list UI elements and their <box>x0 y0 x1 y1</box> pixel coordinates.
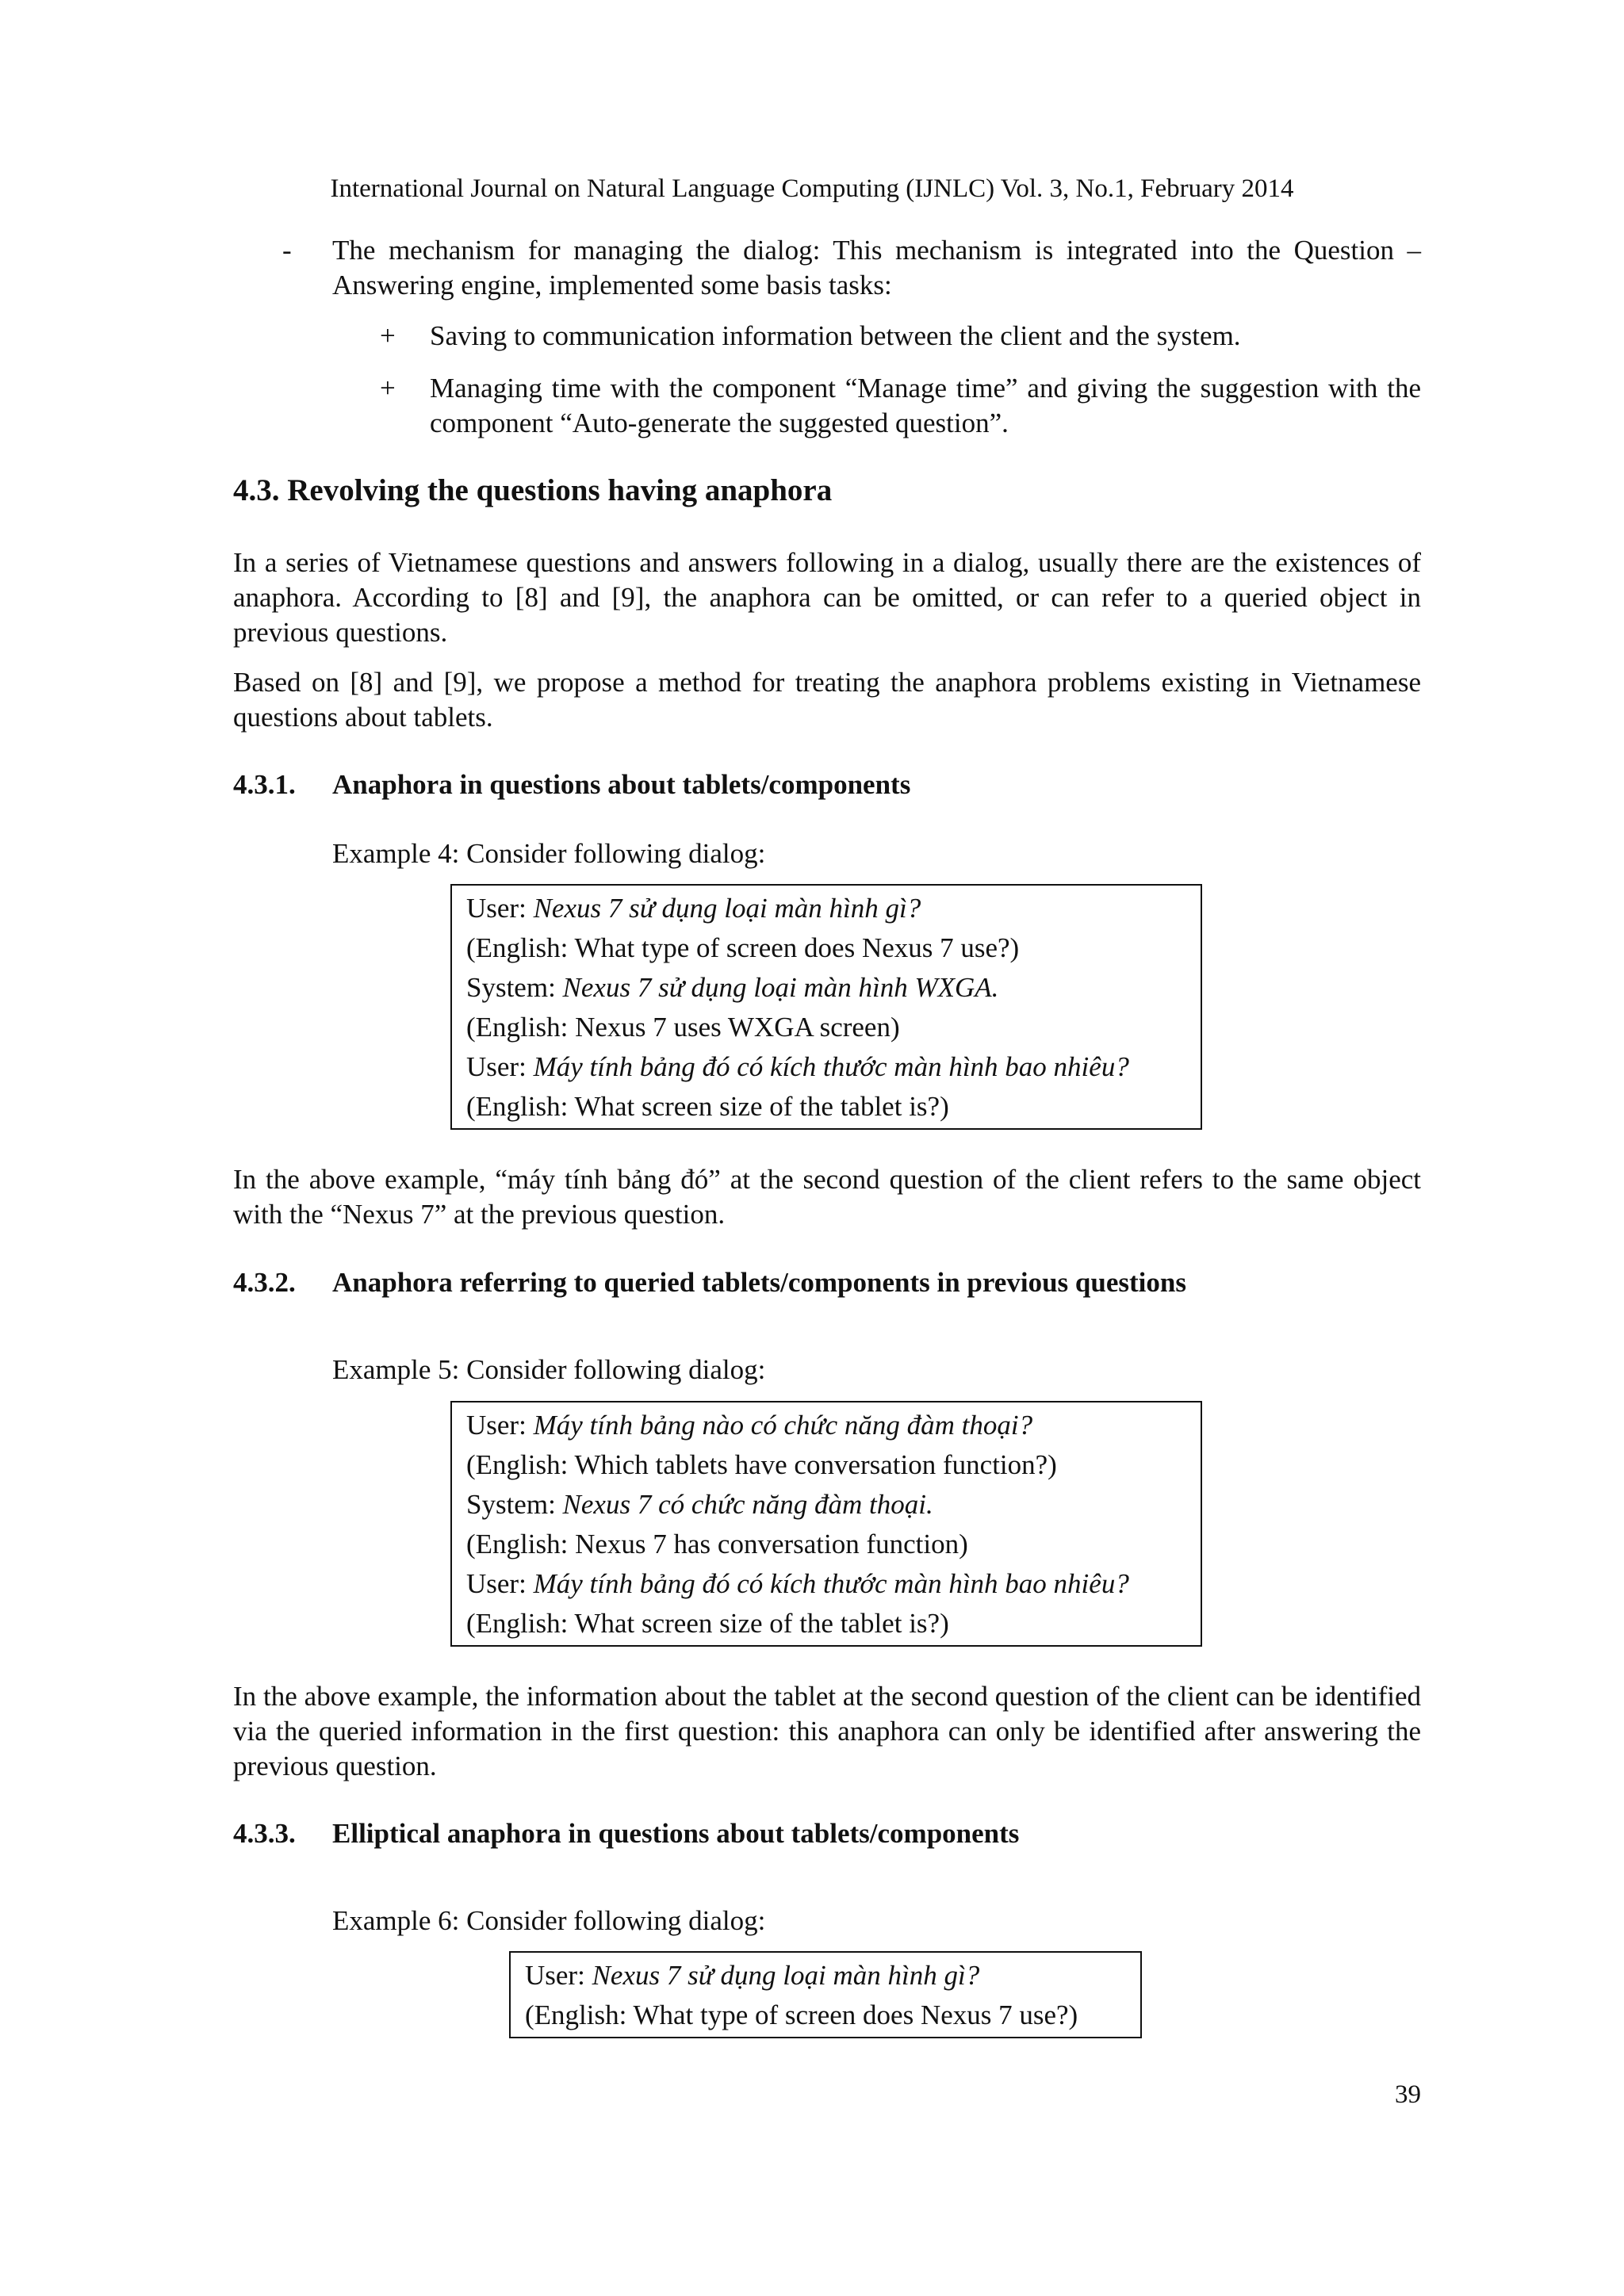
dialog-line <box>466 1485 1186 1525</box>
dialog-box <box>450 884 1202 1130</box>
dialog-line <box>466 1087 1186 1127</box>
subsection-heading <box>233 1265 1186 1300</box>
dialog-text: (English: Nexus 7 uses WXGA screen) <box>466 1012 900 1043</box>
running-header: International Journal on Natural Language Computing (IJNLC) Vol. 3, No.1, February 2014 <box>330 174 1294 203</box>
subsection-title: Anaphora referring to queried tablets/components in previous questions <box>332 1267 1186 1298</box>
dialog-text: Máy tính bảng đó có kích thước màn hình bao nhiêu? <box>533 1051 1129 1082</box>
section-paragraph: In a series of Vietnamese questions and answers following in a dialog, usually there are the existences of anaphora. According to [8] and [9], the anaphora can be omitted, or can refer to a queried object in previous questions. <box>233 547 1421 648</box>
dialog-line <box>466 1047 1186 1087</box>
example-label: Example 6: Consider following dialog: <box>332 1905 766 1936</box>
dialog-speaker: User: <box>466 1568 534 1599</box>
dialog-text: (English: Which tablets have conversation function?) <box>466 1449 1057 1480</box>
dialog-line <box>466 968 1186 1008</box>
dialog-text: Nexus 7 sử dụng loại màn hình gì? <box>533 893 921 924</box>
dialog-line <box>466 1406 1186 1445</box>
dialog-line <box>466 928 1186 968</box>
dialog-text: Nexus 7 có chức năng đàm thoại. <box>562 1489 933 1520</box>
dialog-text: Máy tính bảng đó có kích thước màn hình bao nhiêu? <box>533 1568 1129 1599</box>
bullet-text: The mechanism for managing the dialog: This mechanism is integrated into the Question – Answering engine, implemented some basis tasks: <box>332 235 1421 300</box>
dialog-text: (English: What screen size of the tablet is?) <box>466 1608 949 1639</box>
dialog-line <box>525 1956 1126 1996</box>
subsection-heading <box>233 1816 1019 1851</box>
dialog-speaker: User: <box>525 1960 592 1991</box>
section-paragraph: In the above example, “máy tính bảng đó” at the second question of the client refers to the same object with the “Nexus 7” at the previous question. <box>233 1164 1421 1230</box>
subsection-number: 4.3.3. <box>233 1818 296 1849</box>
dialog-text: (English: What type of screen does Nexus 7 use?) <box>525 1999 1078 2030</box>
dialog-speaker: User: <box>466 1410 534 1441</box>
dialog-box <box>509 1951 1142 2038</box>
subsection-number: 4.3.1. <box>233 769 296 800</box>
dialog-line <box>466 1604 1186 1644</box>
page-number: 39 <box>1395 2080 1421 2109</box>
dialog-line <box>466 1008 1186 1047</box>
dialog-speaker: System: <box>466 1489 563 1520</box>
dialog-text: (English: What screen size of the tablet is?) <box>466 1091 949 1122</box>
sub-bullet-marker: + <box>380 373 396 404</box>
sub-bullet-text: Managing time with the component “Manage time” and giving the suggestion with the component “Auto-generate the suggested question”. <box>430 373 1421 438</box>
dialog-text: Máy tính bảng nào có chức năng đàm thoại? <box>533 1410 1033 1441</box>
example-label: Example 5: Consider following dialog: <box>332 1354 766 1385</box>
dialog-line <box>466 1564 1186 1604</box>
dialog-text: (English: Nexus 7 has conversation function) <box>466 1529 968 1559</box>
sub-bullet-text: Saving to communication information between the client and the system. <box>430 320 1241 351</box>
dialog-line <box>466 1525 1186 1564</box>
example-label: Example 4: Consider following dialog: <box>332 838 766 869</box>
subsection-heading <box>233 767 910 802</box>
section-paragraph: In the above example, the information about the tablet at the second question of the client can be identified via the queried information in the first question: this anaphora can only be identified after answering the previous question. <box>233 1681 1421 1781</box>
dialog-line <box>525 1996 1126 2035</box>
subsection-title: Elliptical anaphora in questions about tablets/components <box>332 1818 1020 1849</box>
dialog-text: Nexus 7 sử dụng loại màn hình WXGA. <box>562 972 999 1003</box>
section-heading: 4.3. Revolving the questions having anaphora <box>233 473 833 507</box>
dialog-line <box>466 1445 1186 1485</box>
dialog-speaker: User: <box>466 1051 534 1082</box>
sub-bullet-marker: + <box>380 320 396 351</box>
subsection-title: Anaphora in questions about tablets/components <box>332 769 911 800</box>
dialog-text: Nexus 7 sử dụng loại màn hình gì? <box>592 1960 980 1991</box>
section-paragraph: Based on [8] and [9], we propose a method for treating the anaphora problems existing in Vietnamese questions about tablets. <box>233 667 1421 733</box>
dialog-text: (English: What type of screen does Nexus 7 use?) <box>466 932 1020 963</box>
dialog-speaker: System: <box>466 972 563 1003</box>
dialog-box <box>450 1401 1202 1647</box>
dialog-speaker: User: <box>466 893 534 924</box>
subsection-number: 4.3.2. <box>233 1267 296 1298</box>
bullet-marker: - <box>282 235 292 266</box>
dialog-line <box>466 889 1186 928</box>
